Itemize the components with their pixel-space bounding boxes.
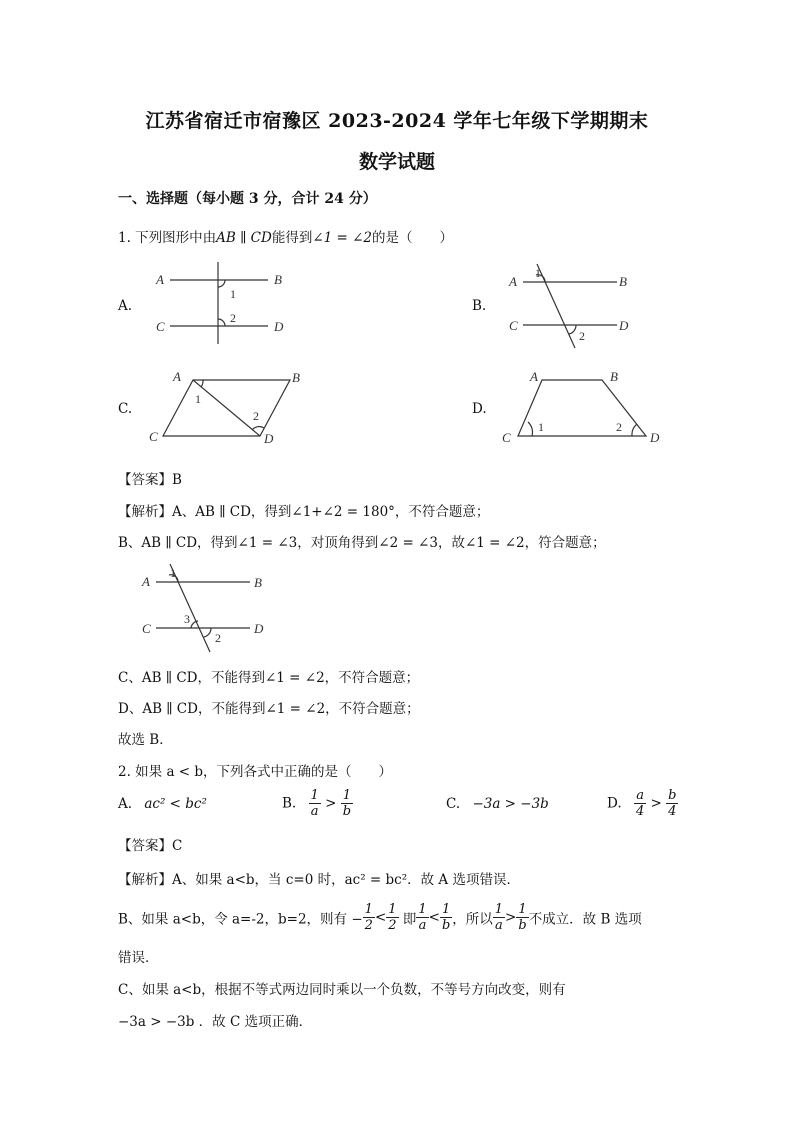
lt-symbol: < xyxy=(428,909,440,926)
fig-d-label-a: A xyxy=(530,369,538,384)
frac-1-a xyxy=(493,902,505,933)
figure-analysis-b xyxy=(138,558,288,658)
q1-analysis-d: D、AB ∥ CD，不能得到∠1 = ∠2，不符合题意； xyxy=(118,701,420,717)
fig-a-angle-2: 2 xyxy=(230,311,236,325)
frac-1-2 xyxy=(386,902,398,933)
frac-num: 1 xyxy=(494,902,504,917)
doc-title-line1: 江苏省宿迁市宿豫区 2023-2024 学年七年级下学期期末 xyxy=(145,110,649,132)
frac-den: a xyxy=(418,918,427,933)
frac-1-b xyxy=(440,902,452,933)
frac-den: b xyxy=(441,918,451,933)
q2-option-c-expr: −3a > −3b xyxy=(472,796,549,812)
q2-stem: 2. 如果 a < b，下列各式中正确的是（ ） xyxy=(118,764,393,780)
fig-a-label-d: D xyxy=(274,319,284,334)
fig-b-label-b: B xyxy=(619,274,627,289)
fig-b-label-a: A xyxy=(509,274,517,289)
fig-c-angle-1: 1 xyxy=(195,392,201,406)
fig-e-label-d: D xyxy=(254,621,264,636)
q1-stem-math1: AB ∥ CD xyxy=(216,230,272,246)
q2-option-d-frac2 xyxy=(666,788,678,819)
q1-option-c-label: C. xyxy=(118,401,133,417)
frac-num: a xyxy=(634,788,646,804)
gt-symbol: > xyxy=(505,909,517,926)
gt-symbol: > xyxy=(325,795,337,812)
q2-analysis-b-part2: 即 xyxy=(398,911,417,928)
q1-answer: 【答案】B xyxy=(118,472,182,488)
q2-option-a-label: A. xyxy=(118,796,133,812)
frac-1-a xyxy=(416,902,428,933)
frac-1-b xyxy=(516,902,528,933)
fig-d-angle-1: 1 xyxy=(538,420,544,434)
fig-d-label-c: C xyxy=(502,430,511,445)
q2-option-a xyxy=(118,796,207,812)
q1-conclusion: 故选 B． xyxy=(118,732,173,748)
frac-den: 2 xyxy=(364,918,373,933)
fig-e-label-b: B xyxy=(254,575,262,590)
fig-a-label-b: B xyxy=(274,272,282,287)
q1-analysis-b: B、AB ∥ CD，得到∠1 = ∠3，对顶角得到∠2 = ∠3，故∠1 = ∠2，符合题意； xyxy=(118,535,606,551)
frac-num: b xyxy=(668,788,677,803)
fig-e-label-a: A xyxy=(142,574,150,589)
fig-a-angle-1: 1 xyxy=(230,287,236,301)
section-heading: 一、选择题（每小题 3 分，合计 24 分） xyxy=(118,191,377,207)
q1-option-a-label: A. xyxy=(118,298,133,314)
frac-1-2 xyxy=(363,902,375,933)
q2-option-b xyxy=(282,788,353,819)
gt-symbol: > xyxy=(650,795,662,812)
q1-analysis-c: C、AB ∥ CD，不能得到∠1 = ∠2，不符合题意； xyxy=(118,670,420,686)
q1-stem-suffix: 的是（ ） xyxy=(372,230,454,246)
frac-den: 4 xyxy=(635,804,645,819)
frac-den: b xyxy=(518,918,527,933)
fig-c-angle-2: 2 xyxy=(253,409,259,423)
fig-e-angle-2: 2 xyxy=(215,631,221,645)
frac-den: 4 xyxy=(668,804,677,819)
fig-e-label-c: C xyxy=(142,621,151,636)
fig-a-label-c: C xyxy=(156,319,165,334)
fig-c-label-c: C xyxy=(149,429,158,444)
q2-option-c-label: C. xyxy=(446,796,461,812)
fig-d-label-d: D xyxy=(650,430,660,445)
frac-num: 1 xyxy=(418,902,427,917)
q1-stem xyxy=(118,226,453,246)
q1-stem-prefix: 1. 下列图形中由 xyxy=(118,230,217,246)
frac-num: 1 xyxy=(310,788,319,803)
q2-answer: 【答案】C xyxy=(118,838,183,854)
q2-analysis-b-line1 xyxy=(118,902,642,933)
q1-option-b-label: B. xyxy=(472,298,487,314)
q2-option-d xyxy=(607,788,678,819)
fig-d-label-b: B xyxy=(610,369,618,384)
doc-title-line2: 数学试题 xyxy=(358,151,435,173)
frac-num: 1 xyxy=(364,902,373,917)
fig-c-label-b: B xyxy=(292,370,300,385)
frac-den: a xyxy=(310,804,319,819)
fig-c-label-a: A xyxy=(173,369,181,384)
figure-option-c xyxy=(145,366,310,446)
fig-e-angle-3: 3 xyxy=(184,612,190,626)
frac-num: 1 xyxy=(388,902,397,917)
q1-stem-math2: ∠1 = ∠2 xyxy=(312,230,373,246)
fig-b-angle-2: 2 xyxy=(579,329,585,343)
fig-a-label-a: A xyxy=(156,272,164,287)
q2-analysis-b-part3: ，所以 xyxy=(452,911,493,928)
q2-analysis-c-line2: −3a > −3b ．故 C 选项正确． xyxy=(118,1014,313,1030)
q1-stem-mid: 能得到 xyxy=(271,230,313,246)
fig-c-label-d: D xyxy=(264,431,274,446)
frac-den: a xyxy=(495,918,503,933)
q2-analysis-c-line1: C、如果 a<b，根据不等式两边同时乘以一个负数，不等号方向改变，则有 xyxy=(118,982,566,998)
q1-analysis-a: 【解析】A、AB ∥ CD，得到∠1+∠2 = 180°，不符合题意； xyxy=(118,504,490,520)
frac-num: 1 xyxy=(516,902,528,918)
q2-option-d-label: D. xyxy=(607,795,622,812)
figure-option-a xyxy=(150,258,300,348)
frac-den: b xyxy=(342,804,352,819)
q2-option-d-frac1 xyxy=(634,788,646,819)
q2-option-b-frac2 xyxy=(341,788,353,819)
q2-option-b-frac1 xyxy=(309,788,321,819)
fig-b-label-c: C xyxy=(509,318,518,333)
fig-e-angle-1: 1 xyxy=(170,566,176,580)
fig-d-angle-2: 2 xyxy=(616,420,622,434)
q1-option-d-label: D. xyxy=(472,401,487,417)
figure-option-b xyxy=(505,258,655,353)
q2-analysis-b-part1: B、如果 a<b，令 a=-2，b=2，则有 − xyxy=(118,911,363,928)
q2-option-b-label: B. xyxy=(282,795,297,812)
frac-den: 2 xyxy=(388,918,397,933)
frac-num: 1 xyxy=(440,902,452,918)
fig-b-angle-1: 1 xyxy=(535,266,541,280)
q2-analysis-a: 【解析】A、如果 a<b，当 c=0 时，ac² = bc²．故 A 选项错误． xyxy=(118,872,520,888)
lt-symbol: < xyxy=(374,909,387,926)
q2-option-c xyxy=(446,796,549,812)
fig-b-label-d: D xyxy=(619,318,629,333)
q2-option-a-expr: ac² < bc² xyxy=(144,796,207,812)
figure-option-d xyxy=(498,366,673,448)
q2-analysis-b-part4: 不成立．故 B 选项 xyxy=(528,911,642,928)
q2-analysis-b-line2: 错误． xyxy=(118,950,159,966)
frac-num: 1 xyxy=(341,788,353,804)
